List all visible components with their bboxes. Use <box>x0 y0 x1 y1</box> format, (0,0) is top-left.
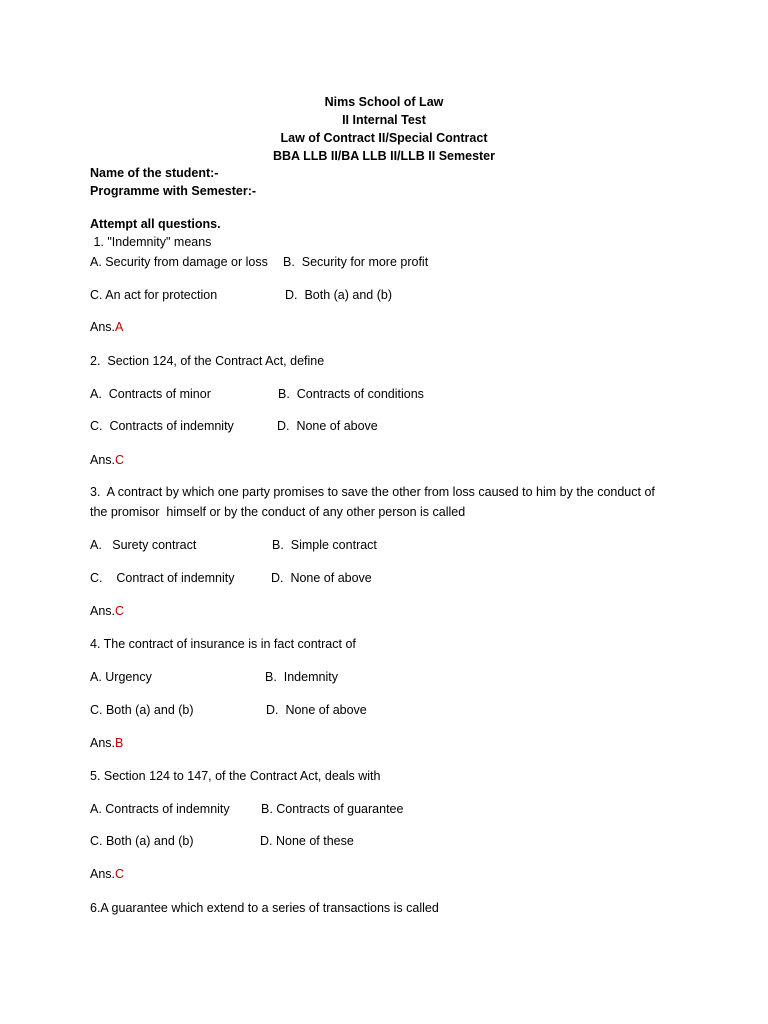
question-3-text-line-2: the promisor himself or by the conduct of any other person is called <box>90 505 466 519</box>
question-5-answer <box>90 868 124 881</box>
question-2-text: 2. Section 124, of the Contract Act, define <box>90 354 325 368</box>
question-5-option-b: B. Contracts of guarantee <box>261 802 404 816</box>
question-3-option-d: D. None of above <box>271 571 372 585</box>
answer-value: B <box>115 736 124 750</box>
question-1-option-c: C. An act for protection <box>90 288 218 302</box>
question-2-answer <box>90 454 124 467</box>
question-1-text: 1. "Indemnity" means <box>90 235 212 249</box>
question-4-answer <box>90 737 123 750</box>
question-3-option-c: C. Contract of indemnity <box>90 571 235 585</box>
question-5-option-c: C. Both (a) and (b) <box>90 834 194 848</box>
answer-prefix: Ans. <box>90 867 116 881</box>
question-1-answer <box>90 321 123 334</box>
question-1-option-a: A. Security from damage or loss <box>90 255 268 269</box>
answer-value: C <box>115 867 125 881</box>
question-3-option-b: B. Simple contract <box>272 538 377 552</box>
school-name: Nims School of Law <box>324 95 444 109</box>
question-3-option-a: A. Surety contract <box>90 538 197 552</box>
question-4-text: 4. The contract of insurance is in fact contract of <box>90 637 356 651</box>
answer-prefix: Ans. <box>90 736 116 750</box>
question-4-option-c: C. Both (a) and (b) <box>90 703 194 717</box>
question-3-answer <box>90 605 124 618</box>
question-2-option-a: A. Contracts of minor <box>90 387 211 401</box>
question-2-option-c: C. Contracts of indemnity <box>90 419 234 433</box>
programme-label: Programme with Semester:- <box>90 184 257 198</box>
question-3-text-line-1: 3. A contract by which one party promises to save the other from loss caused to him by the conduct of <box>90 485 655 499</box>
question-5-option-a: A. Contracts of indemnity <box>90 802 230 816</box>
subject-title: Law of Contract II/Special Contract <box>280 131 488 145</box>
question-5-option-d: D. None of these <box>260 834 354 848</box>
question-1-option-b: B. Security for more profit <box>283 255 429 269</box>
question-4-option-a: A. Urgency <box>90 670 152 684</box>
answer-prefix: Ans. <box>90 320 116 334</box>
answer-value: A <box>115 320 124 334</box>
answer-value: C <box>115 453 125 467</box>
question-4-option-b: B. Indemnity <box>265 670 338 684</box>
question-4-option-d: D. None of above <box>266 703 367 717</box>
question-6-text: 6.A guarantee which extend to a series of transactions is called <box>90 901 439 915</box>
test-name: II Internal Test <box>342 113 426 127</box>
program-title: BBA LLB II/BA LLB II/LLB II Semester <box>272 149 495 163</box>
question-2-option-d: D. None of above <box>277 419 378 433</box>
student-name-label: Name of the student:- <box>90 166 219 180</box>
answer-prefix: Ans. <box>90 604 116 618</box>
question-5-text: 5. Section 124 to 147, of the Contract Act, deals with <box>90 769 381 783</box>
question-2-option-b: B. Contracts of conditions <box>278 387 424 401</box>
instruction: Attempt all questions. <box>90 217 221 231</box>
answer-prefix: Ans. <box>90 453 116 467</box>
question-1-option-d: D. Both (a) and (b) <box>285 288 392 302</box>
answer-value: C <box>115 604 125 618</box>
